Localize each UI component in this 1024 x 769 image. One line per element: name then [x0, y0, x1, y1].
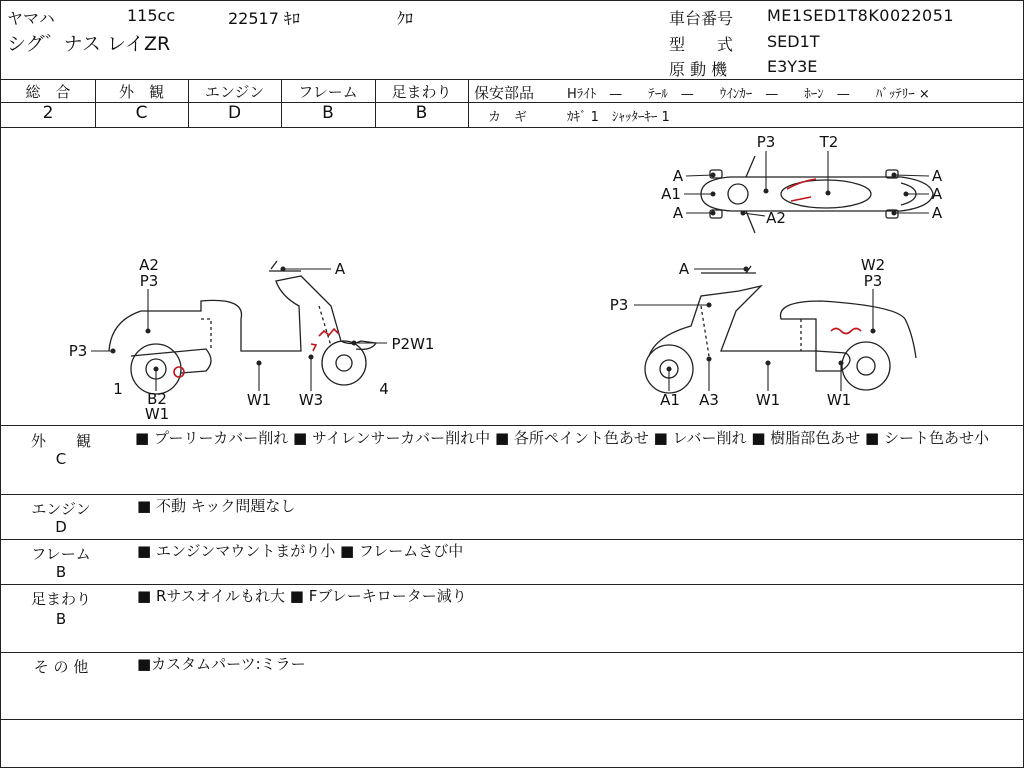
- label-top-p3: P3: [756, 133, 776, 151]
- grade-label-overall: 総 合: [25, 83, 71, 101]
- label-left-a2: A2: [139, 256, 159, 274]
- frame-no-label: 車台番号: [669, 9, 734, 28]
- label-left-w1-low: W1: [144, 405, 170, 423]
- notes-text-suspension: ■ Rサスオイルもれ大 ■ Fブレーキローター減り: [137, 587, 467, 605]
- key-label: カ ギ: [488, 110, 528, 125]
- label-top-a-2: A: [672, 204, 684, 222]
- label-left-w1: W1: [246, 391, 272, 409]
- grade-label-suspension: 足まわり: [391, 83, 452, 101]
- label-right-a1: A1: [660, 391, 680, 409]
- scooter-top-view: [701, 156, 933, 233]
- label-right-a: A: [678, 260, 690, 278]
- notes-grade-engine: D: [55, 518, 67, 536]
- displacement: 115cc: [127, 6, 176, 25]
- frame-no: ME1SED1T8K0022051: [767, 6, 955, 25]
- label-left-p3-side: P3: [68, 342, 88, 360]
- notes-label-frame: フレーム: [31, 545, 91, 563]
- label-left-a: A: [334, 260, 346, 278]
- label-right-w1-a: W1: [755, 391, 781, 409]
- notes-text-frame: ■ エンジンマウントまがり小 ■ フレームさび中: [137, 542, 464, 560]
- engine-label: 原 動 機: [669, 60, 728, 79]
- safety-label: 保安部品: [474, 84, 535, 102]
- grade-label-engine: エンジン: [204, 83, 265, 101]
- label-left-b2: B2: [147, 390, 167, 408]
- label-top-a-r1: A: [931, 167, 943, 185]
- label-top-t2: T2: [819, 133, 839, 151]
- notes-label-suspension: 足まわり: [30, 590, 91, 608]
- label-right-p3-side: P3: [609, 296, 629, 314]
- damage-marks: [174, 179, 861, 377]
- divider: [1, 425, 1024, 426]
- label-top-a-1: A: [672, 167, 684, 185]
- label-left-p3-top: P3: [139, 272, 159, 290]
- notes-text-exterior: ■ プーリーカバー削れ ■ サイレンサーカバー削れ中 ■ 各所ペイント色あせ ■ レバー削れ ■ 樹脂部色あせ ■ シート色あせ小: [135, 429, 989, 447]
- grade-label-exterior: 外 観: [118, 83, 164, 101]
- label-top-a1: A1: [661, 185, 681, 203]
- label-right-a3: A3: [699, 391, 719, 409]
- label-right-w2: W2: [860, 256, 886, 274]
- maker: ヤマハ: [7, 9, 55, 28]
- notes-label-engine: エンジン: [31, 500, 91, 518]
- divider: [1, 719, 1024, 720]
- notes-label-exterior: 外 観: [30, 432, 91, 450]
- label-left-p2w1: P2W1: [391, 335, 435, 353]
- label-left-4: 4: [379, 380, 389, 398]
- grade-value-overall: 2: [42, 103, 54, 123]
- label-top-a-r3: A: [931, 204, 943, 222]
- label-top-a2: A2: [766, 209, 786, 227]
- color: ｸﾛ: [397, 9, 414, 28]
- notes-grade-frame: B: [55, 563, 67, 581]
- label-right-p3-top: P3: [863, 272, 883, 290]
- label-right-w1-b: W1: [826, 391, 852, 409]
- grade-value-engine: D: [227, 103, 242, 123]
- key-value: ｶｷﾞ 1 ｼｬｯﾀｰｷｰ 1: [567, 110, 670, 125]
- notes-text-other: ■カスタムパーツ:ミラー: [137, 655, 306, 673]
- type-value: SED1T: [767, 32, 820, 51]
- label-left-w3: W3: [298, 391, 324, 409]
- notes-label-other: そ の 他: [33, 658, 89, 676]
- type-label: 型 式: [669, 35, 734, 54]
- notes-text-engine: ■ 不動 キック問題なし: [137, 497, 296, 515]
- model-name: シグ゛ナス レイZR: [7, 33, 171, 55]
- notes-grade-suspension: B: [55, 610, 67, 628]
- grade-value-suspension: B: [415, 103, 428, 123]
- grade-value-exterior: C: [135, 103, 148, 123]
- grade-value-frame: B: [322, 103, 334, 123]
- engine-value: E3Y3E: [767, 57, 818, 76]
- label-left-1: 1: [113, 380, 123, 398]
- safety-items: Hﾗｲﾄ — ﾃｰﾙ — ｳｲﾝｶｰ — ﾎｰﾝ — ﾊﾞｯﾃﾘｰ ×: [567, 87, 930, 102]
- label-top-a-r2: A: [931, 185, 943, 203]
- notes-grade-exterior: C: [55, 450, 67, 468]
- mileage: 22517 ｷﾛ: [228, 9, 300, 28]
- grade-label-frame: フレーム: [298, 83, 358, 101]
